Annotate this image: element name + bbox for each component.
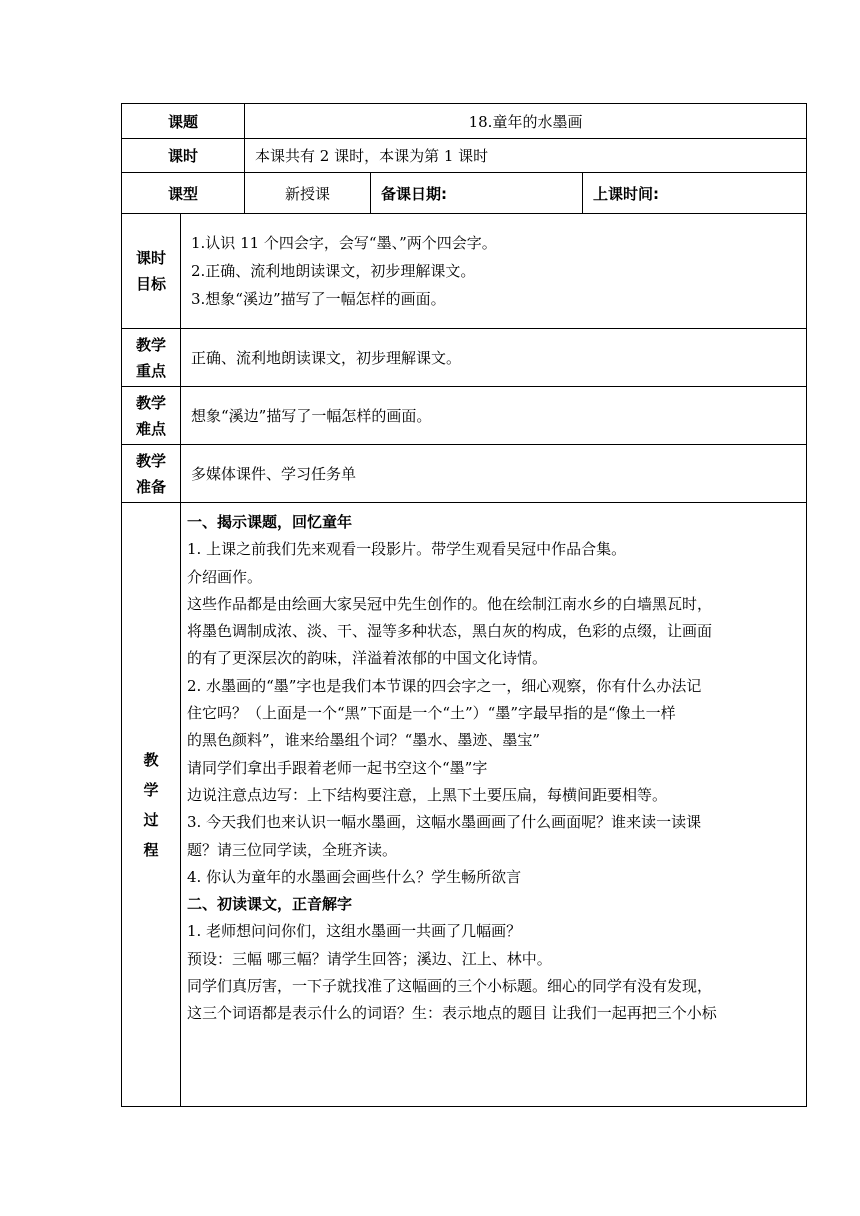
process-line: 4. 你认为童年的水墨画会画些什么？学生畅所欲言 [187,867,522,886]
process-line: 的黑色颜料”，谁来给墨组个词？“墨水、墨迹、墨宝” [187,731,541,750]
preparation-label [122,445,181,503]
period-row [122,139,807,173]
period-value: 本课共有 2 课时，本课为第 1 课时 [245,139,807,173]
goals-label [122,214,181,329]
section-heading: 二、初读课文，正音解字 [187,895,353,914]
goal-item: 2.正确、流利地朗读课文，初步理解课文。 [191,262,476,280]
process-line: 1. 老师想问问你们，这组水墨画一共画了几幅画？ [187,922,522,941]
key-points-label-line2: 重点 [135,361,166,380]
process-line: 介绍画作。 [187,567,263,586]
process-label-char: 过 [143,810,159,829]
preparation-value: 多媒体课件、学习任务单 [181,445,807,503]
topic-row [122,104,807,139]
class-time-label: 上课时间: [583,173,807,214]
process-line: 将墨色调制成浓、淡、干、湿等多种状态，黑白灰的构成，色彩的点缀，让画面 [187,622,713,641]
goals-value [181,214,807,329]
difficulties-label-line2: 难点 [135,419,166,438]
process-line: 这三个词语都是表示什么的词语？生：表示地点的题目 让我们一起再把三个小标 [187,1004,717,1023]
process-line: 请同学们拿出手跟着老师一起书空这个“墨”字 [187,758,488,777]
type-row [122,173,807,214]
process-line: 预设：三幅 哪三幅？请学生回答；溪边、江上、林中。 [187,949,552,968]
preparation-row [122,445,807,503]
process-line: 同学们真厉害，一下子就找准了这幅画的三个小标题。细心的同学有没有发现， [187,977,713,996]
preparation-label-line1: 教学 [135,451,166,470]
type-value: 新授课 [245,173,371,214]
process-line: 2. 水墨画的“墨”字也是我们本节课的四会字之一，细心观察，你有什么办法记 [187,676,702,695]
process-row [122,503,807,1107]
key-points-label [122,329,181,387]
goals-label-line2: 目标 [135,275,166,293]
topic-value: 18.童年的水墨画 [245,104,807,139]
goal-item: 1.认识 11 个四会字，会写“墨、”两个四会字。 [191,234,497,252]
key-points-label-line1: 教学 [135,335,166,354]
type-label: 课型 [122,173,245,214]
goals-label-line1: 课时 [135,249,166,267]
preparation-label-line2: 准备 [135,477,166,496]
process-line: 题？请三位同学读，全班齐读。 [187,840,398,859]
goals-row [122,214,807,329]
process-line: 1. 上课之前我们先来观看一段影片。带学生观看吴冠中作品合集。 [187,540,627,559]
difficulties-row [122,387,807,445]
process-label [122,503,181,1107]
process-label-char: 学 [143,780,159,799]
topic-label: 课题 [122,104,245,139]
process-line: 的有了更深层次的韵味，洋溢着浓郁的中国文化诗情。 [187,649,548,668]
process-line: 这些作品都是由绘画大家吴冠中先生创作的。他在绘制江南水乡的白墙黑瓦时， [187,594,713,613]
lesson-plan-table [121,103,807,1107]
difficulties-label [122,387,181,445]
prep-date-label: 备课日期: [371,173,583,214]
section-heading: 一、揭示课题，回忆童年 [187,513,353,531]
process-line: 边说注意点边写：上下结构要注意，上黑下土要压扁，每横间距要相等。 [187,785,668,804]
goal-item: 3.想象“溪边”描写了一幅怎样的画面。 [191,290,446,308]
difficulties-label-line1: 教学 [135,393,166,412]
process-text [187,509,800,1105]
process-label-char: 程 [143,840,159,859]
process-line: 3. 今天我们也来认识一幅水墨画，这幅水墨画画了什么画面呢？谁来读一读课 [187,813,702,832]
process-content [181,503,807,1107]
difficulties-value: 想象“溪边”描写了一幅怎样的画面。 [181,387,807,445]
key-points-value: 正确、流利地朗读课文，初步理解课文。 [181,329,807,387]
key-points-row [122,329,807,387]
period-label: 课时 [122,139,245,173]
process-line: 住它吗？（上面是一个“黑”下面是一个“土”）“墨”字最早指的是“像土一样 [187,704,676,723]
process-label-char: 教 [143,750,159,769]
